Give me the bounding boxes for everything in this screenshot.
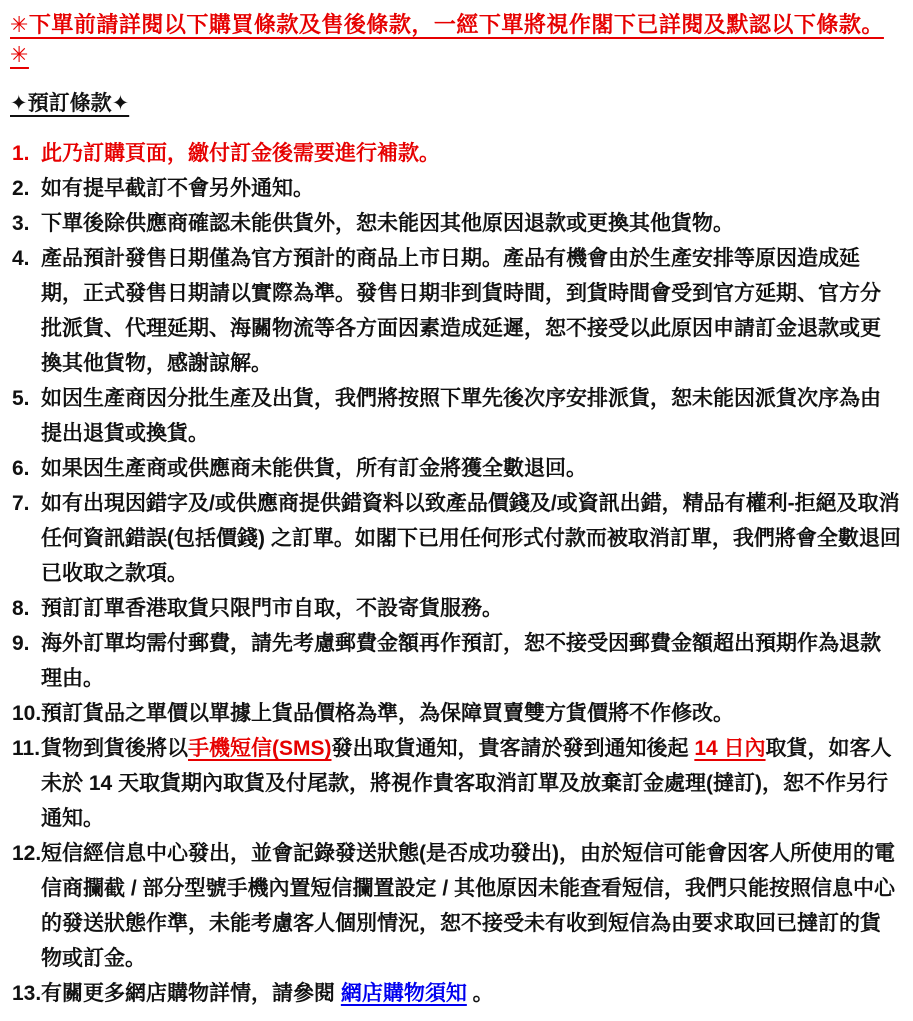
term-item — [10, 136, 901, 171]
term-text — [41, 387, 881, 445]
text-segment: 如有出現因錯字及/或供應商提供錯資料以致產品價錢及/或資訊出錯，精品有權利-拒絕及取消任何資訊錯誤(包括價錢) 之訂單。如閣下已用任何形式付款而被取消訂單，我們將會全數退回已收取之款項。 — [41, 492, 901, 585]
term-number: 12. — [12, 842, 42, 865]
term-text — [41, 982, 494, 1005]
highlighted-text: 手機短信(SMS) — [188, 737, 332, 760]
term-number: 9. — [12, 632, 30, 655]
term-number: 11. — [12, 737, 41, 760]
term-item — [10, 206, 901, 241]
text-segment: 發出取貨通知，貴客請於發到通知後起 — [331, 737, 695, 760]
term-item — [10, 696, 901, 731]
text-segment: 取貨，如客人未於 14 天取貨期內取貨及付尾款，將視作貴客取消訂單及放棄訂金處理(撻訂)，恕不作另行通知。 — [41, 737, 892, 830]
term-number: 4. — [12, 247, 30, 270]
term-number: 2. — [12, 177, 30, 200]
term-text — [41, 702, 734, 725]
term-item — [10, 731, 901, 836]
text-segment: 有關更多網店購物詳情，請參閱 — [41, 982, 341, 1005]
term-number: 13. — [12, 982, 42, 1005]
term-item — [10, 626, 901, 696]
text-segment: 短信經信息中心發出，並會記錄發送狀態(是否成功發出)，由於短信可能會因客人所使用的電信商攔截 / 部分型號手機內置短信攔置設定 / 其他原因未能查看短信，我們只能按照信息中心的發送狀態作準，未能考慮客人個別情況，恕不接受未有收到短信為由要求取回已撻訂的貨物或訂金。 — [41, 842, 896, 970]
term-item — [10, 836, 901, 976]
term-number: 10. — [12, 702, 42, 725]
term-text — [41, 247, 881, 375]
text-segment: 海外訂單均需付郵費，請先考慮郵費金額再作預訂，恕不接受因郵費金額超出預期作為退款理由。 — [41, 632, 881, 690]
store-shopping-guide-link[interactable]: 網店購物須知 — [340, 982, 467, 1005]
term-item — [10, 591, 901, 626]
term-text — [41, 492, 901, 585]
text-segment: 預訂貨品之單價以單據上貨品價格為準，為保障買賣雙方貨價將不作修改。 — [41, 702, 734, 725]
term-text — [41, 177, 314, 200]
top-notice-heading: ✳下單前請詳閱以下購買條款及售後條款，一經下單將視作閣下已詳閱及默認以下條款。✳ — [10, 12, 884, 67]
term-text — [41, 457, 587, 480]
text-segment: 貨物到貨後將以 — [41, 737, 188, 760]
term-number: 3. — [12, 212, 30, 235]
term-text — [41, 142, 440, 165]
term-text — [41, 632, 881, 690]
term-item — [10, 171, 901, 206]
text-segment: 如因生產商因分批生產及出貨，我們將按照下單先後次序安排派貨，恕未能因派貨次序為由提出退貨或換貨。 — [41, 387, 881, 445]
text-segment: 如果因生產商或供應商未能供貨，所有訂金將獲全數退回。 — [41, 457, 587, 480]
term-item — [10, 976, 901, 1011]
term-item — [10, 486, 901, 591]
text-segment: 產品預計發售日期僅為官方預計的商品上市日期。產品有機會由於生產安排等原因造成延期，正式發售日期請以實際為準。發售日期非到貨時間，到貨時間會受到官方延期、官方分批派貨、代理延期、海關物流等各方面因素造成延遲，恕不接受以此原因申請訂金退款或更換其他貨物，感謝諒解。 — [41, 247, 881, 375]
term-text — [41, 597, 503, 620]
term-item — [10, 241, 901, 381]
highlighted-text: 14 日內 — [694, 737, 766, 760]
term-number: 6. — [12, 457, 30, 480]
preorder-terms-section-title: ✦預訂條款✦ — [10, 92, 130, 115]
text-segment: 此乃訂購頁面，繳付訂金後需要進行補款。 — [41, 142, 440, 165]
term-number: 5. — [12, 387, 30, 410]
term-item — [10, 381, 901, 451]
text-segment: 。 — [466, 982, 494, 1005]
term-item — [10, 451, 901, 486]
term-number: 1. — [12, 142, 30, 165]
term-number: 8. — [12, 597, 30, 620]
text-segment: 預訂訂單香港取貨只限門市自取，不設寄貨服務。 — [41, 597, 503, 620]
term-number: 7. — [12, 492, 30, 515]
term-text — [41, 212, 734, 235]
terms-list — [10, 136, 901, 1011]
text-segment: 如有提早截訂不會另外通知。 — [41, 177, 314, 200]
text-segment: 下單後除供應商確認未能供貨外，恕未能因其他原因退款或更換其他貨物。 — [41, 212, 734, 235]
term-text — [41, 842, 895, 970]
term-text — [41, 737, 892, 830]
